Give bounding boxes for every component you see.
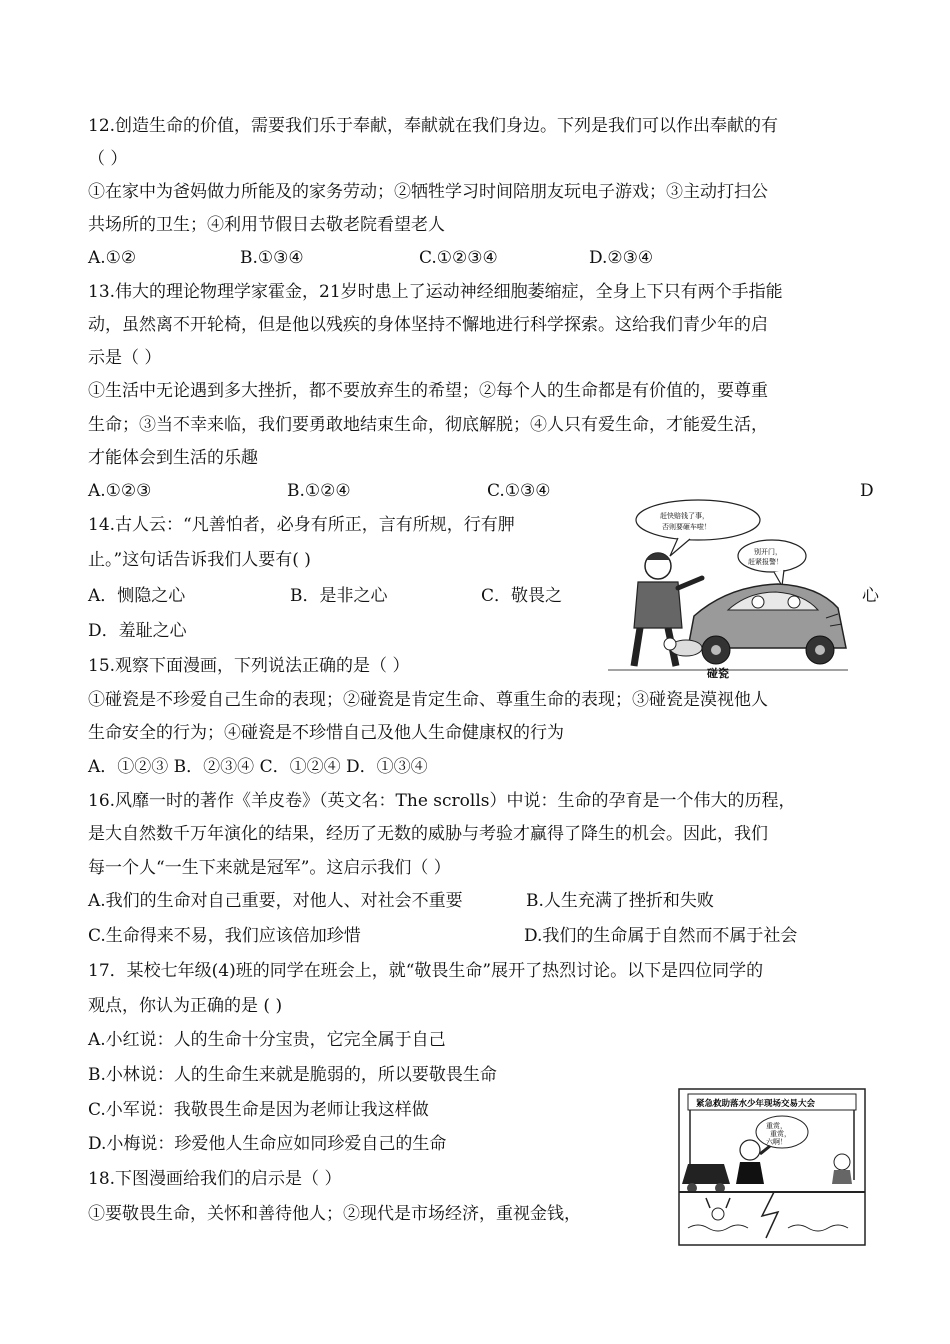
q12-stem-line2: （ ） xyxy=(88,149,128,169)
cartoon1-caption: 碰瓷 xyxy=(707,667,729,680)
cartoon2-banner: 紧急救助落水少年现场交易大会 xyxy=(696,1099,816,1109)
q13-choice-d: D xyxy=(860,481,874,501)
cartoon2-bubble-line3: 六啊！ xyxy=(766,1138,787,1146)
q13-stem-line1: 13.伟大的理论物理学家霍金，21岁时患上了运动神经细胞萎缩症，全身上下只有两个手指能 xyxy=(88,282,783,302)
q17-stem-line1: 17．某校七年级(4)班的同学在班会上，就“敬畏生命”展开了热烈讨论。以下是四位同学的 xyxy=(88,961,764,981)
q12-options-line2: 共场所的卫生；④利用节假日去敬老院看望老人 xyxy=(88,215,445,235)
q13-options-line2: 生命；③当不幸来临，我们要勇敢地结束生命，彻底解脱；④人只有爱生命，才能爱生活， xyxy=(88,415,768,435)
q17-choice-b: B.小林说：人的生命生来就是脆弱的，所以要敬畏生命 xyxy=(88,1065,497,1085)
q13-choice-b: B.①②④ xyxy=(287,481,351,501)
q13-choice-c: C.①③④ xyxy=(487,481,551,501)
q14-choice-c: C．敬畏之 xyxy=(481,586,563,606)
q17-choice-a: A.小红说：人的生命十分宝贵，它完全属于自己 xyxy=(88,1030,446,1050)
q14-choice-d: D．羞耻之心 xyxy=(88,621,187,641)
q17-choice-d: D.小梅说：珍爱他人生命应如同珍爱自己的生命 xyxy=(88,1134,447,1154)
q16-choice-c: C.生命得来不易，我们应该倍加珍惜 xyxy=(88,926,361,946)
q17-choice-c: C.小军说：我敬畏生命是因为老师让我这样做 xyxy=(88,1100,429,1120)
q14-choice-b: B．是非之心 xyxy=(290,586,388,606)
pengci-cartoon xyxy=(598,498,860,680)
rescue-auction-cartoon xyxy=(678,1088,866,1246)
cartoon1-bubble-line4: 赶紧报警！ xyxy=(748,558,783,566)
q14-choice-c-tail: 心 xyxy=(862,586,879,606)
q13-choice-a: A.①②③ xyxy=(88,481,152,501)
cartoon2-bubble-line1: 重赏， xyxy=(766,1122,787,1130)
q13-stem-line3: 示是（ ） xyxy=(88,348,162,368)
q17-stem-line2: 观点，你认为正确的是 ( ) xyxy=(88,996,283,1016)
q15-options-line2: 生命安全的行为；④碰瓷是不珍惜自己及他人生命健康权的行为 xyxy=(88,723,564,743)
q12-choice-d: D.②③④ xyxy=(589,248,654,268)
q12-stem-line1: 12.创造生命的价值，需要我们乐于奉献，奉献就在我们身边。下列是我们可以作出奉献的有 xyxy=(88,116,779,136)
q13-options-line1: ①生活中无论遇到多大挫折，都不要放弃生的希望；②每个人的生命都是有价值的，要尊重 xyxy=(88,381,768,401)
q16-choice-d: D.我们的生命属于自然而不属于社会 xyxy=(524,926,798,946)
cartoon2-bubble-line2: 重赏， xyxy=(770,1130,791,1138)
q12-choice-b: B.①③④ xyxy=(240,248,304,268)
q16-stem-line2: 是大自然数千万年演化的结果，经历了无数的威胁与考验才赢得了降生的机会。因此，我们 xyxy=(88,824,768,844)
q13-stem-line2: 动，虽然离不开轮椅，但是他以残疾的身体坚持不懈地进行科学探索。这给我们青少年的启 xyxy=(88,315,768,335)
q15-stem: 15.观察下面漫画，下列说法正确的是（ ） xyxy=(88,656,410,676)
q15-choices: A．①②③ B．②③④ C．①②④ D．①③④ xyxy=(88,757,428,777)
cartoon1-bubble-line3: 别开门， xyxy=(754,548,782,556)
q14-choice-a: A．恻隐之心 xyxy=(88,586,186,606)
cartoon1-bubble-line2: 否则要砸车啦！ xyxy=(662,523,711,531)
q13-options-line3: 才能体会到生活的乐趣 xyxy=(88,448,258,468)
q12-choice-c: C.①②③④ xyxy=(419,248,498,268)
q16-stem-line1: 16.风靡一时的著作《羊皮卷》（英文名：The scrolls）中说：生命的孕育是一个伟大的历程， xyxy=(88,791,796,811)
q18-options-line1: ①要敬畏生命，关怀和善待他人；②现代是市场经济，重视金钱， xyxy=(88,1204,581,1224)
q12-options-line1: ①在家中为爸妈做力所能及的家务劳动；②牺牲学习时间陪朋友玩电子游戏；③主动打扫公 xyxy=(88,182,768,202)
q14-stem-line2: 止。”这句话告诉我们人要有( ) xyxy=(88,550,311,570)
cartoon1-bubble-line1: 赶快赔钱了事， xyxy=(660,512,709,520)
q16-choice-a: A.我们的生命对自己重要，对他人、对社会不重要 xyxy=(88,891,463,911)
q12-choice-a: A.①② xyxy=(88,248,137,268)
q14-stem-line1: 14.古人云：“凡善怕者，必身有所正，言有所规，行有胛 xyxy=(88,515,515,535)
q18-stem: 18.下图漫画给我们的启示是（ ） xyxy=(88,1169,342,1189)
q16-choice-b: B.人生充满了挫折和失败 xyxy=(526,891,714,911)
q16-stem-line3: 每一个人“一生下来就是冠军”。这启示我们（ ） xyxy=(88,858,451,878)
q15-options-line1: ①碰瓷是不珍爱自己生命的表现；②碰瓷是肯定生命、尊重生命的表现；③碰瓷是漠视他人 xyxy=(88,690,768,710)
